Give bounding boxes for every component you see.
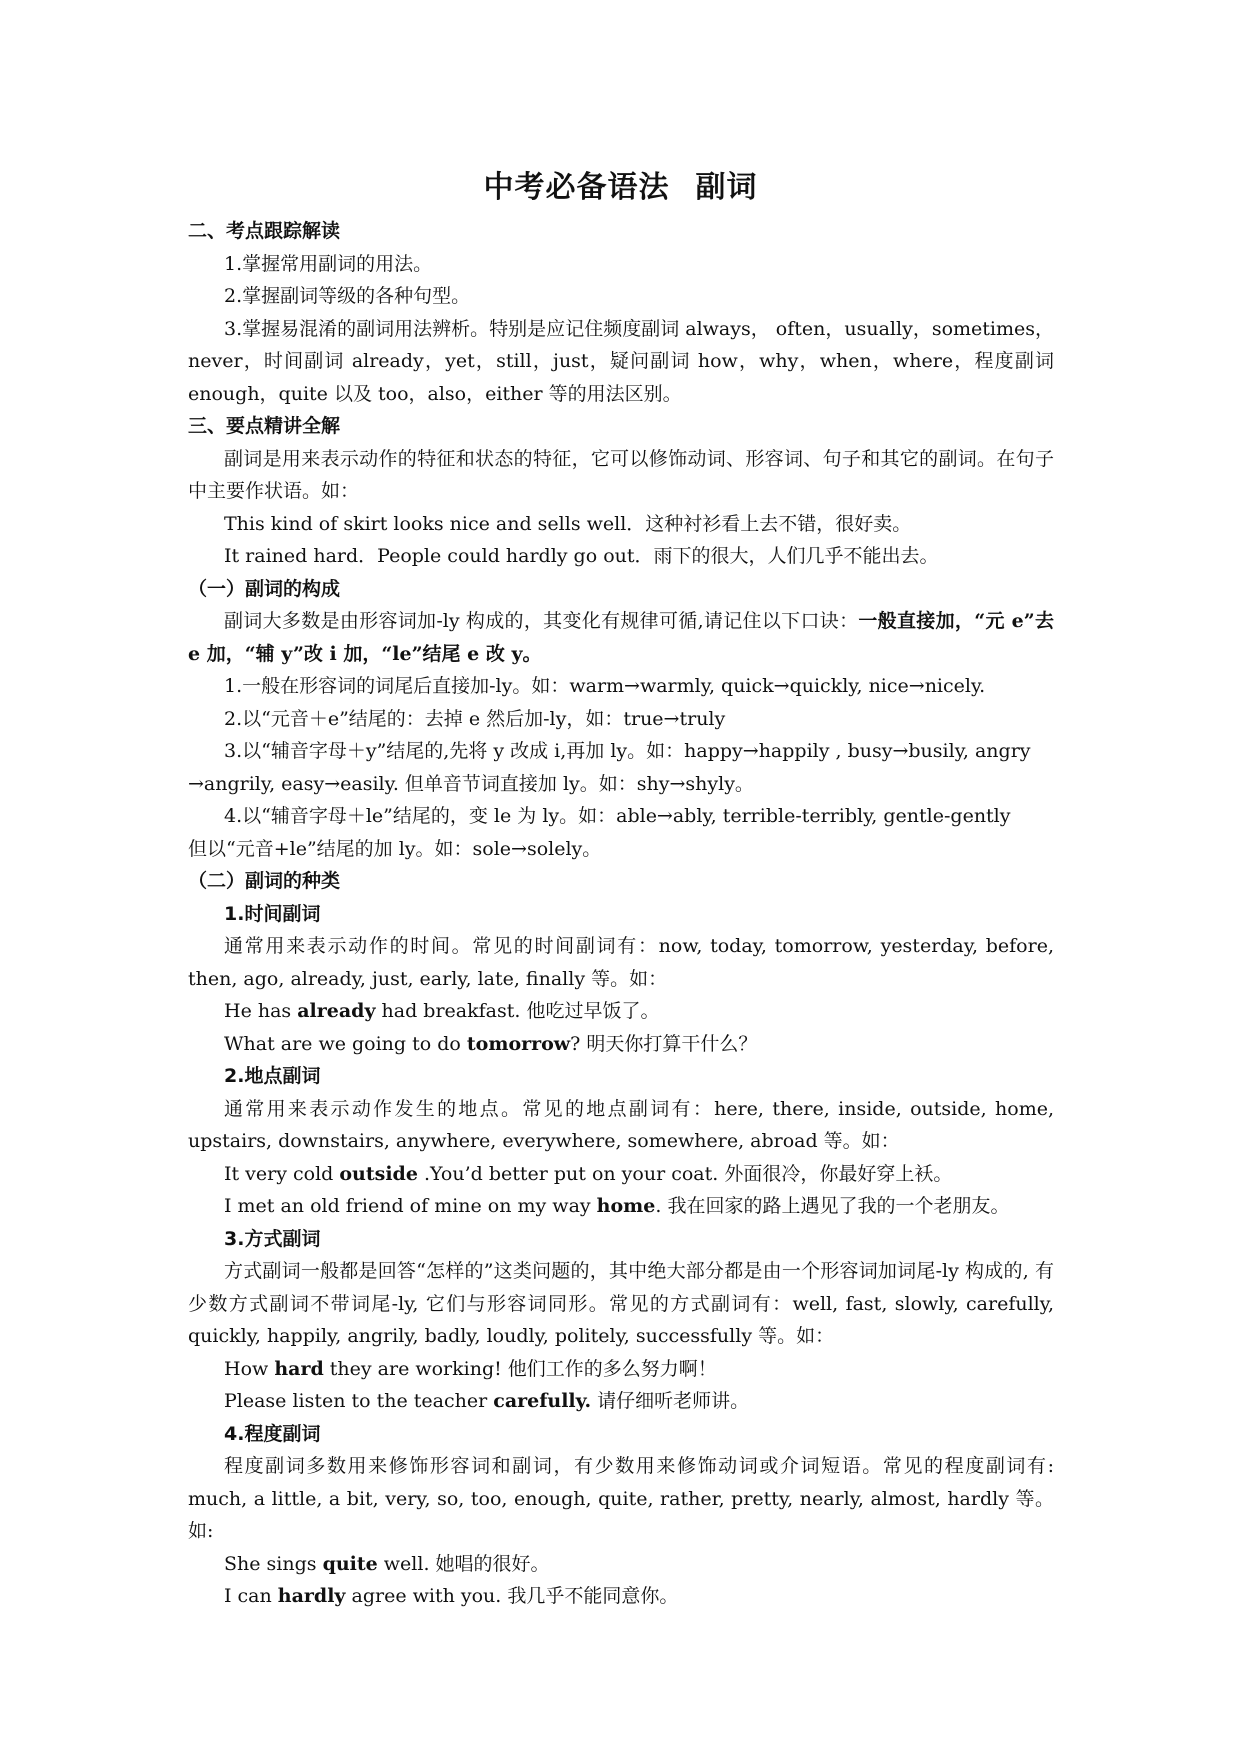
example-sentence: He has already had breakfast. 他吃过早饭了。 (224, 1000, 660, 1022)
type-heading-degree: 4.程度副词 (224, 1422, 321, 1445)
paragraph: 通常用来表示动作发生的地点。常见的地点副词有：here, there, inside, outside, home, upstairs, downstairs, anywhere, everywhere, somewhere, abroad 等。如： (188, 1097, 1054, 1152)
document-body (188, 215, 1054, 1613)
formation-rule-part1: 一般直接加， (858, 610, 975, 632)
rule-item: 2.以“元音＋e”结尾的：去掉 e 然后加-ly，如：true→truly (224, 707, 726, 730)
rule-item: 1.一般在形容词的词尾后直接加-ly。如：warm→warmly, quick→quickly, nice→nicely. (224, 675, 986, 697)
paragraph: 副词是用来表示动作的特征和状态的特征，它可以修饰动词、形容词、句子和其它的副词。在句子中主要作状语。如： (188, 447, 1054, 502)
section-heading-key-points: 三、要点精讲全解 (188, 415, 341, 437)
paragraph: 通常用来表示动作的时间。常见的时间副词有：now, today, tomorrow, yesterday, before, then, ago, already, just, early, late, finally 等。如： (188, 935, 1054, 990)
example-sentence: She sings quite well. 她唱的很好。 (224, 1552, 550, 1575)
paragraph: 3.掌握易混淆的副词用法辨析。特别是应记住频度副词 always， often，usually，sometimes，never，时间副词 already，yet，still，just，疑问副词 how，why，when，where，程度副词 enough，quite 以及 too，also，either 等的用法区别。 (188, 317, 1054, 405)
example-sentence: This kind of skirt looks nice and sells well．这种衬衫看上去不错，很好卖。 (224, 512, 912, 535)
type-heading-manner: 3.方式副词 (224, 1227, 321, 1250)
subsection-heading-types: （二）副词的种类 (188, 870, 341, 892)
type-heading-time: 1.时间副词 (224, 902, 321, 925)
section-heading-exam-points: 二、考点跟踪解读 (188, 220, 341, 242)
rule-item-continued: 但以“元音+le”结尾的加 ly。如：sole→solely。 (188, 837, 602, 860)
page-title (0, 162, 1241, 206)
rule-item: 4.以“辅音字母＋le”结尾的，变 le 为 ly。如：able→ably, terrible-terribly, gentle-gently (224, 805, 1011, 827)
example-sentence: What are we going to do tomorrow? 明天你打算干什么？ (224, 1032, 758, 1055)
subsection-heading-formation: （一）副词的构成 (188, 577, 341, 600)
example-sentence: I met an old friend of mine on my way home. 我在回家的路上遇见了我的一个老朋友。 (224, 1195, 1010, 1217)
example-sentence: It rained hard．People could hardly go out．雨下的很大，人们几乎不能出去。 (224, 545, 939, 567)
paragraph (188, 605, 1054, 670)
example-sentence: It very cold outside .You’d better put on your coat. 外面很冷，你最好穿上袄。 (224, 1162, 953, 1185)
example-sentence: How hard they are working! 他们工作的多么努力啊！ (224, 1357, 717, 1380)
paragraph: 方式副词一般都是回答“怎样的”这类问题的，其中绝大部分都是由一个形容词加词尾-ly 构成的, 有少数方式副词不带词尾-ly, 它们与形容词同形。常见的方式副词有：well, fast, slowly, carefully, quickly, happily, angrily, badly, loudly, politely, successfully 等。如： (188, 1260, 1054, 1347)
type-heading-place: 2.地点副词 (224, 1065, 321, 1087)
paragraph: 2.掌握副词等级的各种句型。 (224, 285, 471, 307)
formation-intro: 副词大多数是由形容词加-ly 构成的，其变化有规律可循,请记住以下口诀： (224, 610, 859, 632)
rule-item-continued: →angrily, easy→easily. 但单音节词直接加 ly。如：shy→shyly。 (188, 772, 754, 795)
example-sentence: Please listen to the teacher carefully. 请仔细听老师讲。 (224, 1390, 750, 1412)
formation-rule-part2: “元 e”去 e 加，“辅 y”改 i 加，“le”结尾 e 改 y。 (188, 610, 1054, 665)
paragraph: 程度副词多数用来修饰形容词和副词，有少数用来修饰动词或介词短语。常见的程度副词有: much, a little, a bit, very, so, too, enough, quite, rather, pretty, nearly, almost, hardly 等。如: (188, 1455, 1054, 1542)
rule-item: 3.以“辅音字母＋y”结尾的,先将 y 改成 i,再加 ly。如：happy→happily , busy→busily, angry (224, 740, 1031, 762)
title-topic: 副词 (695, 170, 758, 205)
example-sentence: I can hardly agree with you. 我几乎不能同意你。 (224, 1585, 679, 1607)
paragraph: 1.掌握常用副词的用法。 (224, 252, 433, 275)
title-main: 中考必备语法 (483, 170, 670, 205)
